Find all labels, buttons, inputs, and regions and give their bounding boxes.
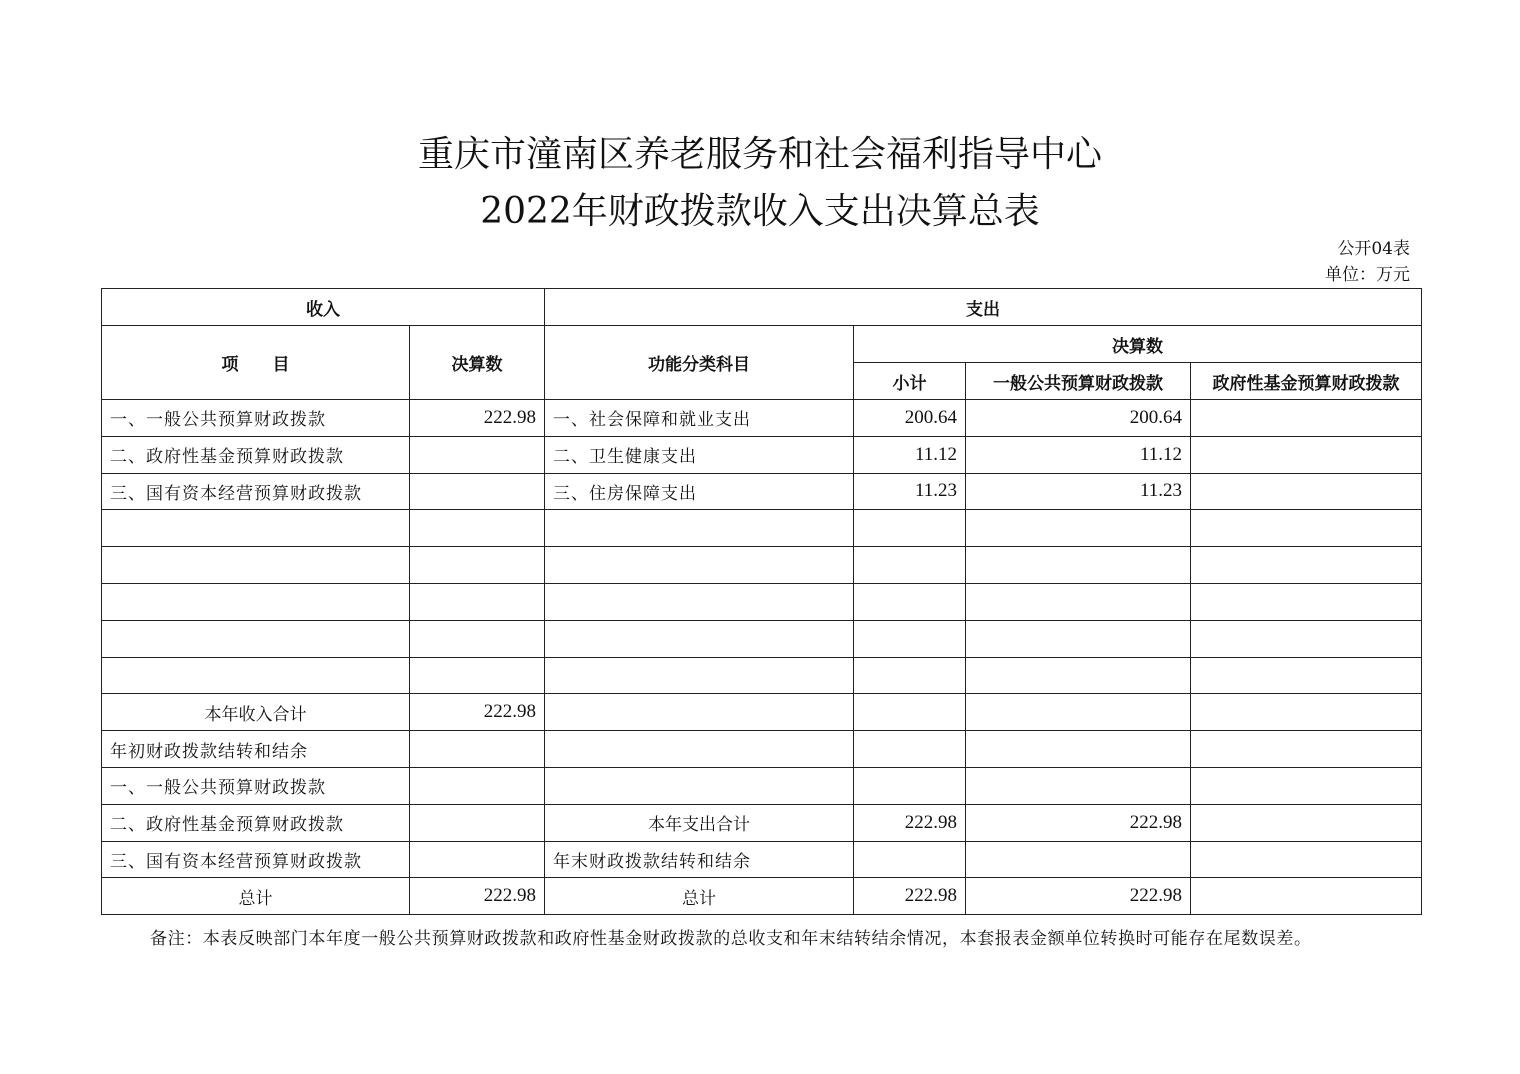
income-item-cell: 二、政府性基金预算财政拨款: [102, 804, 410, 841]
income-amount-cell: 222.98: [410, 694, 545, 731]
subtotal-cell: [854, 657, 966, 694]
report-title-line1: 重庆市潼南区养老服务和社会福利指导中心: [417, 134, 1102, 175]
subtotal-cell: [854, 731, 966, 768]
unit-label: 单位：万元: [1325, 265, 1410, 285]
fund-budget-cell: [1191, 841, 1422, 878]
function-class-header: 功能分类科目: [545, 326, 854, 400]
expense-item-cell: [545, 620, 854, 657]
expense-item-cell: [545, 694, 854, 731]
income-amount-cell: [410, 731, 545, 768]
table-row: [102, 473, 1422, 510]
fund-budget-cell: [1191, 547, 1422, 584]
general-budget-cell: 11.23: [966, 473, 1191, 510]
income-amount-cell: [410, 767, 545, 804]
income-amount-cell: [410, 620, 545, 657]
fund-budget-cell: [1191, 804, 1422, 841]
general-budget-cell: [966, 694, 1191, 731]
income-amount-cell: [410, 510, 545, 547]
table-row: [102, 547, 1422, 584]
income-amount-cell: [410, 436, 545, 473]
form-number: 公开04表: [1337, 239, 1410, 259]
fund-budget-cell: [1191, 620, 1422, 657]
expense-item-cell: 总计: [545, 878, 854, 915]
income-amount-cell: 222.98: [410, 878, 545, 915]
general-budget-cell: [966, 583, 1191, 620]
footnote: 备注：本表反映部门本年度一般公共预算财政拨款和政府性基金财政拨款的总收支和年末结转结余情况，本套报表金额单位转换时可能存在尾数误差。: [150, 929, 1312, 949]
income-header: 收入: [102, 289, 545, 326]
general-budget-cell: 200.64: [966, 400, 1191, 437]
income-item-cell: [102, 657, 410, 694]
general-budget-cell: [966, 731, 1191, 768]
expense-item-cell: [545, 510, 854, 547]
income-amount-cell: [410, 547, 545, 584]
subtotal-cell: [854, 583, 966, 620]
subtotal-cell: [854, 767, 966, 804]
general-budget-cell: [966, 547, 1191, 584]
expense-header: 支出: [545, 289, 1422, 326]
subtotal-cell: 11.12: [854, 436, 966, 473]
fund-budget-cell: [1191, 473, 1422, 510]
table-row: [102, 436, 1422, 473]
expense-item-cell: 三、住房保障支出: [545, 473, 854, 510]
fund-budget-header: 政府性基金预算财政拨款: [1191, 363, 1422, 400]
subtotal-cell: 222.98: [854, 804, 966, 841]
general-budget-cell: 222.98: [966, 878, 1191, 915]
expense-item-cell: [545, 731, 854, 768]
fund-budget-cell: [1191, 767, 1422, 804]
expense-item-cell: [545, 767, 854, 804]
item-header: 项 目: [102, 326, 410, 400]
income-amount-cell: [410, 473, 545, 510]
expense-item-cell: [545, 547, 854, 584]
income-item-cell: 三、国有资本经营预算财政拨款: [102, 473, 410, 510]
expense-item-cell: [545, 583, 854, 620]
income-amount-cell: [410, 841, 545, 878]
expense-amount-header: 决算数: [854, 326, 1422, 363]
income-item-cell: 一、一般公共预算财政拨款: [102, 767, 410, 804]
report-title-line2: 2022年财政拨款收入支出决算总表: [480, 191, 1040, 232]
table-row: [102, 657, 1422, 694]
table-row: [102, 841, 1422, 878]
income-item-cell: [102, 583, 410, 620]
income-amount-cell: [410, 583, 545, 620]
income-item-cell: 三、国有资本经营预算财政拨款: [102, 841, 410, 878]
table-row: [102, 878, 1422, 915]
expense-item-cell: 年末财政拨款结转和结余: [545, 841, 854, 878]
table-body: [102, 400, 1422, 915]
general-budget-cell: [966, 767, 1191, 804]
fund-budget-cell: [1191, 510, 1422, 547]
fund-budget-cell: [1191, 878, 1422, 915]
income-item-cell: [102, 620, 410, 657]
income-amount-cell: 222.98: [410, 400, 545, 437]
fund-budget-cell: [1191, 657, 1422, 694]
income-amount-cell: [410, 804, 545, 841]
income-item-cell: 本年收入合计: [102, 694, 410, 731]
general-budget-cell: 11.12: [966, 436, 1191, 473]
subtotal-cell: 11.23: [854, 473, 966, 510]
income-item-cell: 总计: [102, 878, 410, 915]
income-item-cell: [102, 510, 410, 547]
subtotal-cell: 222.98: [854, 878, 966, 915]
expense-item-cell: [545, 657, 854, 694]
subtotal-header: 小计: [854, 363, 966, 400]
expense-item-cell: 本年支出合计: [545, 804, 854, 841]
table-row: [102, 731, 1422, 768]
subtotal-cell: [854, 547, 966, 584]
income-amount-cell: [410, 657, 545, 694]
header-row-1: [102, 289, 1422, 326]
general-budget-header: 一般公共预算财政拨款: [966, 363, 1191, 400]
fund-budget-cell: [1191, 436, 1422, 473]
fund-budget-cell: [1191, 583, 1422, 620]
general-budget-cell: 222.98: [966, 804, 1191, 841]
expense-item-cell: 一、社会保障和就业支出: [545, 400, 854, 437]
table-row: [102, 694, 1422, 731]
budget-table: [101, 288, 1422, 915]
table-row: [102, 804, 1422, 841]
income-item-cell: [102, 547, 410, 584]
subtotal-cell: [854, 841, 966, 878]
income-amount-header: 决算数: [410, 326, 545, 400]
fund-budget-cell: [1191, 694, 1422, 731]
subtotal-cell: [854, 620, 966, 657]
income-item-cell: 年初财政拨款结转和结余: [102, 731, 410, 768]
subtotal-cell: [854, 510, 966, 547]
fund-budget-cell: [1191, 400, 1422, 437]
general-budget-cell: [966, 841, 1191, 878]
income-item-cell: 一、一般公共预算财政拨款: [102, 400, 410, 437]
income-item-cell: 二、政府性基金预算财政拨款: [102, 436, 410, 473]
header-row-2: [102, 326, 1422, 363]
table-row: [102, 400, 1422, 437]
general-budget-cell: [966, 657, 1191, 694]
table-row: [102, 620, 1422, 657]
expense-item-cell: 二、卫生健康支出: [545, 436, 854, 473]
table-row: [102, 583, 1422, 620]
general-budget-cell: [966, 620, 1191, 657]
table-row: [102, 767, 1422, 804]
table-row: [102, 510, 1422, 547]
subtotal-cell: [854, 694, 966, 731]
fund-budget-cell: [1191, 731, 1422, 768]
general-budget-cell: [966, 510, 1191, 547]
subtotal-cell: 200.64: [854, 400, 966, 437]
